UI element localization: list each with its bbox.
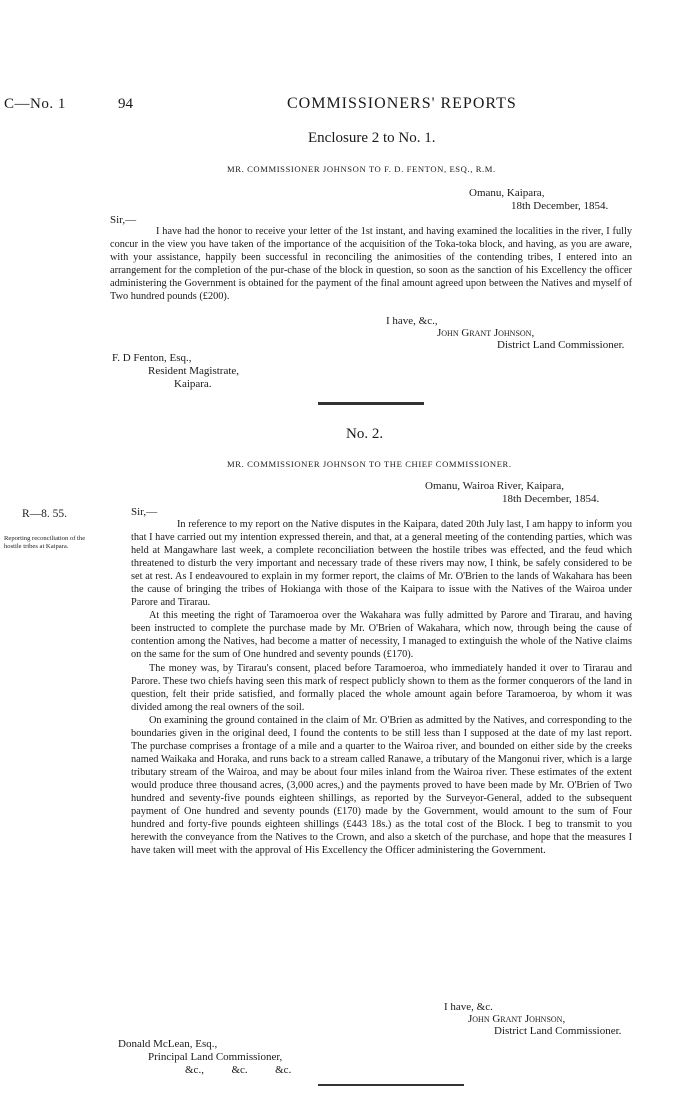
enclosure-recipient-place: Kaipara. [174, 378, 212, 390]
page-reference: C—No. 1 [4, 96, 66, 112]
letter-paragraph: At this meeting the right of Taramoeroa over the Wakahara was fully admitted by Parore and Tirarau, and having been instructed to complete the purchase made by Mr. O'Brien of Wakahara, which now, through being the cause of contention among the Natives, had become a matter of necessity, I managed to extinguish the whole of the Native claims on the same for the sum of One hundred and seventy pounds (£170). [131, 610, 632, 661]
running-title: COMMISSIONERS' REPORTS [287, 95, 517, 112]
enclosure-address-date: 18th December, 1854. [511, 200, 609, 212]
enclosure-title: Enclosure 2 to No. 1. [308, 130, 436, 146]
letter-recipient-name: Donald McLean, Esq., [118, 1038, 218, 1050]
bottom-divider [318, 1084, 464, 1086]
marginal-note: Reporting reconciliation of the hostile tribes at Kaipara. [4, 535, 86, 551]
letter-address-date: 18th December, 1854. [502, 493, 600, 505]
page-number: 94 [118, 96, 133, 112]
letter-paragraph: On examining the ground contained in the claim of Mr. O'Brien as admitted by the Natives, and corresponding to the boundaries given in the original deed, I found the contents to be still less than I supposed at the date of my last report. The purchase comprises a frontage of a mile and a quarter to the Wairoa river, and bounded on either side by the creeks named Waikaka and Horaka, and runs back to a stream called Ranawe, a tributary of the Mangonui river, which is a large tributary stream of the Wairoa, and may be about four miles inland from the Wairoa river. These estimates of the extent would produce three thousand acres, (3,000 acres,) and the payments proved to have been made by Mr. O'Brien of Two hundred and seventy-five pounds eighteen shillings, as reported by the Surveyor-General, added to the subsequent payment of One hundred and seventy pounds (£170) made by the Government, would amount to the sum of Four hundred and forty-five pounds eighteen shillings (£443 18s.) as the total cost of the Block. I beg to transmit to you herewith the conveyance from the Natives to the Crown, and also a sketch of the purchase, and hope that the measures I have taken will meet with the approval of His Excellency the Officer administering the Government. [131, 714, 632, 857]
letter-closing: I have, &c. [444, 1001, 493, 1013]
enclosure-closing: I have, &c., [386, 315, 438, 327]
enclosure-address-place: Omanu, Kaipara, [469, 187, 545, 199]
enclosure-salutation: Sir,— [110, 214, 137, 226]
letter-paragraph: In reference to my report on the Native disputes in the Kaipara, dated 20th July last, I am happy to inform you that I have carried out my intention expressed therein, and that, at a general meeting of the contending parties, which was held at Mangawhare last week, a complete reconciliation between the hostile tribes was effected, and the feud which threatened to disturb the very important and necessary trade of these rivers may now, I think, be safely considered to be set at rest. As I endeavoured to explain in my former report, the claims of Mr. O'Brien to the lands of Wakahara has been the cause of bringing the tribes of Hokianga with those of the Kaipara to issue with the Natives of the Wairoa under Parore and Tirarau. [131, 519, 632, 609]
enclosure-signature: John Grant Johnson, [437, 327, 535, 339]
letter-body [131, 518, 632, 857]
enclosure-signature-title: District Land Commissioner. [497, 339, 625, 351]
enclosure-recipient-title: Resident Magistrate, [148, 365, 240, 377]
letter-paragraph: The money was, by Tirarau's consent, placed before Taramoeroa, who immediately handed it over to Tirarau and Parore. These two chiefs having seen this mark of respect publicly shown to them as the former conquerors of the land in question, felt their pride satisfied, and formally placed the whole amount again before Taramoeroa, by whom it was divided among the real owners of the soil. [131, 662, 632, 713]
letter-signature: John Grant Johnson, [468, 1013, 566, 1025]
enclosure-recipient-name: F. D Fenton, Esq., [112, 352, 192, 364]
margin-reference: R—8. 55. [22, 508, 68, 520]
letter-recipient-title: Principal Land Commissioner, [148, 1051, 283, 1063]
letter-address-place: Omanu, Wairoa River, Kaipara, [425, 480, 564, 492]
section-divider [318, 402, 424, 405]
letter-salutation: Sir,— [131, 506, 158, 518]
letter-memo-line: MR. COMMISSIONER JOHNSON TO THE CHIEF COMMISSIONER. [227, 459, 512, 469]
letter-recipient-etc: &c., &c. &c. [185, 1064, 292, 1076]
letter-signature-title: District Land Commissioner. [494, 1025, 622, 1037]
letter-number: No. 2. [346, 426, 384, 442]
enclosure-body: I have had the honor to receive your letter of the 1st instant, and having examined the localities in the river, I fully concur in the view you have taken of the importance of the acquisition of the Toka-toka block, and having, as you are aware, with your assistance, happily been successful in reconciling the animosities of the contending tribes, I entered into an arrangement for the completion of the pur-chase of the block in question, so soon as the sanction of his Excellency the officer administering the Government is obtained for the payment of the final amount agreed upon between the Natives and myself of Two hundred pounds (£200). [110, 226, 632, 303]
enclosure-memo-line: MR. COMMISSIONER JOHNSON TO F. D. FENTON, ESQ., R.M. [227, 164, 496, 174]
